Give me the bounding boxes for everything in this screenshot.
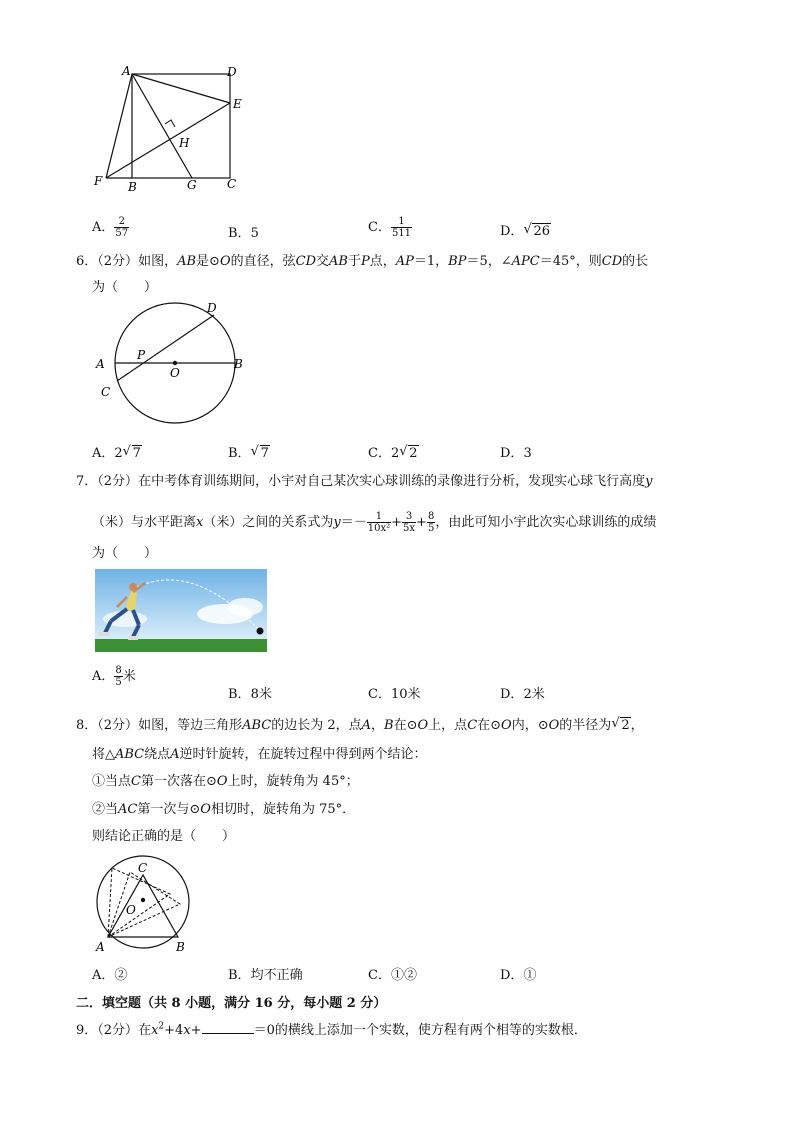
section-heading: 二．填空题（共 8 小题，满分 16 分，每小题 2 分） bbox=[76, 996, 387, 1011]
rotated-triangle-1 bbox=[108, 868, 170, 937]
option-label: A． bbox=[92, 220, 115, 235]
square-root bbox=[251, 446, 270, 461]
stem-text: 逆时针旋转，在旋转过程中得到两个结论： bbox=[179, 747, 427, 762]
q7-stem-line1 bbox=[76, 470, 652, 489]
ball bbox=[257, 628, 264, 635]
square-abcd bbox=[132, 74, 230, 178]
square-root bbox=[399, 446, 418, 461]
label-g: G bbox=[187, 178, 197, 192]
coefficient: 2 bbox=[390, 446, 400, 461]
option-label: C． bbox=[368, 687, 391, 702]
stem-text: ①当点 bbox=[92, 774, 132, 789]
option-label: A． bbox=[92, 968, 115, 983]
radicand: 2 bbox=[621, 718, 630, 733]
shot-put-photo bbox=[95, 569, 267, 652]
label-a: A bbox=[96, 940, 105, 954]
center-dot bbox=[141, 898, 145, 902]
option-text: 8米 bbox=[250, 687, 272, 702]
label-c: C bbox=[227, 177, 237, 191]
q8-option-d[interactable] bbox=[500, 964, 536, 983]
stem-text: ＝5，∠ bbox=[466, 254, 512, 269]
label-o: O bbox=[126, 903, 136, 917]
q6-option-c[interactable] bbox=[368, 442, 419, 461]
denominator: 10x² bbox=[367, 523, 391, 534]
stem-text: 将△ bbox=[92, 747, 115, 762]
math-var: O bbox=[501, 718, 512, 733]
option-text: ① bbox=[523, 968, 537, 983]
cloud bbox=[227, 598, 263, 616]
stem-text: 如图，等边三角形 bbox=[138, 718, 243, 733]
math-var: C bbox=[467, 718, 478, 733]
numerator: 8 bbox=[427, 511, 435, 522]
coefficient: 2 bbox=[114, 446, 123, 461]
option-text: 2米 bbox=[523, 687, 545, 702]
question-number: 9． bbox=[76, 1023, 98, 1038]
q7-stem-line2 bbox=[92, 511, 656, 534]
q6-option-a[interactable] bbox=[92, 442, 142, 461]
label-e: E bbox=[233, 97, 242, 111]
math-var: CD bbox=[295, 254, 316, 269]
label-b: B bbox=[128, 180, 137, 194]
stem-text: 上时，旋转角为 45°； bbox=[227, 774, 359, 789]
option-label: D． bbox=[500, 224, 524, 239]
option-label: B． bbox=[228, 446, 251, 461]
math-var: C bbox=[131, 774, 141, 789]
stem-text: 第一次落在⊙ bbox=[140, 774, 217, 789]
fraction bbox=[391, 216, 412, 239]
stem-text: + bbox=[190, 1023, 202, 1038]
stem-text: ②当 bbox=[92, 802, 119, 817]
grass bbox=[95, 639, 267, 652]
q8-circle-triangle-figure bbox=[88, 852, 198, 957]
math-var: O bbox=[216, 774, 228, 789]
option-label: C． bbox=[368, 446, 391, 461]
stem-text: 在 bbox=[138, 1023, 152, 1038]
fraction bbox=[402, 511, 416, 534]
option-text: 10米 bbox=[390, 687, 421, 702]
q5-option-c[interactable] bbox=[368, 216, 412, 239]
q8-option-a[interactable] bbox=[92, 964, 127, 983]
numerator: 2 bbox=[114, 216, 129, 228]
stem-text: 在⊙ bbox=[477, 718, 502, 733]
q6-option-b[interactable] bbox=[228, 442, 270, 461]
q5-option-a[interactable] bbox=[92, 216, 129, 239]
numerator: 1 bbox=[367, 511, 391, 523]
label-a: A bbox=[122, 64, 131, 78]
option-label: A． bbox=[92, 669, 115, 684]
math-var: AB bbox=[177, 254, 197, 269]
label-c: C bbox=[101, 385, 111, 399]
segment-fe bbox=[106, 103, 230, 178]
q8-option-c[interactable] bbox=[368, 964, 417, 983]
answer-blank[interactable] bbox=[202, 1023, 254, 1034]
square-root bbox=[123, 446, 142, 461]
stem-text: ＝1， bbox=[413, 254, 449, 269]
q7-option-b[interactable] bbox=[228, 683, 272, 702]
stem-text: 相切时，旋转角为 75°． bbox=[210, 802, 356, 817]
label-b: B bbox=[234, 357, 243, 371]
stem-text: ， bbox=[630, 718, 644, 733]
stem-text: （米）之间的关系式为 bbox=[203, 515, 334, 530]
label-p: P bbox=[137, 348, 146, 362]
stem-text: 是⊙ bbox=[196, 254, 220, 269]
question-score: （2分） bbox=[97, 718, 139, 733]
fraction bbox=[114, 216, 129, 239]
q8-stem-line5: 则结论正确的是（ ） bbox=[92, 829, 236, 844]
math-var: CD bbox=[601, 254, 623, 269]
q5-option-d[interactable] bbox=[500, 220, 551, 239]
q9-stem bbox=[76, 1019, 587, 1038]
stem-text: 交 bbox=[316, 254, 330, 269]
shoe bbox=[128, 636, 138, 640]
math-var: O bbox=[200, 802, 211, 817]
denominator: 5 bbox=[427, 523, 435, 534]
q6-stem-line2: 为（ ） bbox=[92, 280, 158, 295]
fraction bbox=[114, 665, 122, 688]
stem-text: 于 bbox=[347, 254, 361, 269]
math-var: O bbox=[548, 718, 560, 733]
stem-text: +4 bbox=[164, 1023, 184, 1038]
label-d: D bbox=[227, 65, 237, 79]
q6-stem-line1 bbox=[76, 250, 648, 269]
option-label: D． bbox=[500, 687, 524, 702]
radicand: 2 bbox=[409, 446, 418, 461]
q8-conclusion-2 bbox=[92, 798, 355, 817]
label-h: H bbox=[179, 136, 190, 150]
math-var: x bbox=[196, 515, 204, 530]
right-angle-mark bbox=[165, 120, 175, 127]
q5-geometry-figure bbox=[88, 62, 258, 197]
segment-af bbox=[106, 74, 132, 178]
option-label: C． bbox=[368, 220, 391, 235]
stem-text: ＝45°，则 bbox=[539, 254, 602, 269]
plus-sign: + bbox=[416, 515, 427, 530]
stem-text: 的长 bbox=[622, 254, 649, 269]
q7-option-d[interactable] bbox=[500, 683, 545, 702]
math-var: AB bbox=[329, 254, 348, 269]
stem-text: 点， bbox=[369, 254, 396, 269]
shoe bbox=[99, 632, 109, 636]
option-text: 3 bbox=[523, 446, 532, 461]
numerator: 1 bbox=[391, 216, 412, 228]
q8-option-b[interactable] bbox=[228, 964, 303, 983]
q7-option-c[interactable] bbox=[368, 683, 421, 702]
stem-text: 的边长为 2，点 bbox=[271, 718, 362, 733]
denominator: 57 bbox=[115, 228, 129, 239]
option-text: 均不正确 bbox=[250, 968, 303, 983]
denominator: 511 bbox=[391, 228, 412, 239]
q5-option-b[interactable] bbox=[228, 222, 259, 241]
stem-text: 的半径为 bbox=[559, 718, 612, 733]
label-a: A bbox=[96, 357, 105, 371]
question-score: （2分） bbox=[97, 254, 139, 269]
stem-text: 绕点 bbox=[144, 747, 171, 762]
stem-text: （米）与水平距离 bbox=[92, 515, 197, 530]
stem-text: 第一次与⊙ bbox=[137, 802, 201, 817]
option-label: B． bbox=[228, 226, 251, 241]
q6-circle-figure bbox=[90, 298, 255, 428]
radicand: 7 bbox=[260, 446, 269, 461]
denominator: 5x bbox=[403, 523, 416, 534]
radicand: 26 bbox=[533, 224, 550, 239]
unit: 米 bbox=[122, 669, 136, 684]
q7-option-a[interactable] bbox=[92, 665, 136, 688]
q7-stem-line3: 为（ ） bbox=[92, 546, 158, 561]
stem-text: 在⊙ bbox=[393, 718, 418, 733]
math-var: ABC bbox=[115, 747, 145, 762]
option-label: D． bbox=[500, 968, 524, 983]
label-b: B bbox=[176, 940, 185, 954]
stem-text: ， bbox=[371, 718, 385, 733]
stem-text: ，由此可知小宇此次实心球训练的成绩 bbox=[435, 515, 657, 530]
math-var: BP bbox=[448, 254, 467, 269]
math-var: APC bbox=[511, 254, 540, 269]
label-d: D bbox=[207, 301, 217, 315]
math-var: O bbox=[219, 254, 231, 269]
option-text: 5 bbox=[250, 226, 259, 241]
denominator: 5 bbox=[115, 677, 122, 688]
label-c: C bbox=[138, 861, 148, 875]
rotated-triangle-2 bbox=[108, 872, 180, 937]
option-label: A． bbox=[92, 446, 115, 461]
math-var: A bbox=[361, 718, 372, 733]
math-var: ABC bbox=[242, 718, 272, 733]
exponent: 2 bbox=[158, 1021, 165, 1032]
option-label: C． bbox=[368, 968, 391, 983]
question-score: （2分） bbox=[97, 474, 139, 489]
stem-text: 内，⊙ bbox=[511, 718, 549, 733]
q6-option-d[interactable] bbox=[500, 442, 532, 461]
math-var: O bbox=[417, 718, 429, 733]
math-var: AC bbox=[118, 802, 138, 817]
center-dot bbox=[173, 361, 177, 365]
q8-stem-line2 bbox=[92, 743, 427, 762]
option-label: B． bbox=[228, 968, 251, 983]
option-text: ② bbox=[114, 968, 128, 983]
math-var: B bbox=[384, 718, 394, 733]
math-var: x bbox=[151, 1023, 159, 1038]
stem-text: 在中考体育训练期间，小宇对自己某次实心球训练的录像进行分析，发现实心球飞行高度 bbox=[138, 474, 646, 489]
option-text: ①② bbox=[390, 968, 417, 983]
option-label: B． bbox=[228, 687, 251, 702]
equation-sign: ＝－ bbox=[340, 515, 367, 530]
numerator: 8 bbox=[115, 665, 122, 676]
stem-text: 如图， bbox=[138, 254, 178, 269]
label-f: F bbox=[94, 174, 103, 188]
q8-conclusion-1 bbox=[92, 770, 359, 789]
math-var: x bbox=[183, 1023, 191, 1038]
stem-text: 上，点 bbox=[428, 718, 468, 733]
question-number: 8． bbox=[76, 718, 98, 733]
math-var: AP bbox=[395, 254, 414, 269]
question-score: （2分） bbox=[97, 1023, 139, 1038]
numerator: 3 bbox=[402, 511, 416, 523]
label-o: O bbox=[170, 366, 180, 380]
option-label: D． bbox=[500, 446, 524, 461]
chord-cd bbox=[117, 315, 214, 381]
plus-sign: + bbox=[391, 515, 403, 530]
question-number: 6． bbox=[76, 254, 98, 269]
radicand: 7 bbox=[132, 446, 141, 461]
math-var: y bbox=[333, 515, 341, 530]
math-var: y bbox=[645, 474, 653, 489]
question-number: 7． bbox=[76, 474, 98, 489]
square-root bbox=[611, 718, 630, 733]
math-var: P bbox=[360, 254, 370, 269]
stem-text: ＝0的横线上添加一个实数，使方程有两个相等的实数根． bbox=[253, 1023, 587, 1038]
square-root bbox=[523, 224, 551, 239]
stem-text: 的直径，弦 bbox=[230, 254, 296, 269]
math-var: A bbox=[170, 747, 180, 762]
fraction bbox=[367, 511, 391, 534]
q8-stem-line1 bbox=[76, 714, 644, 733]
